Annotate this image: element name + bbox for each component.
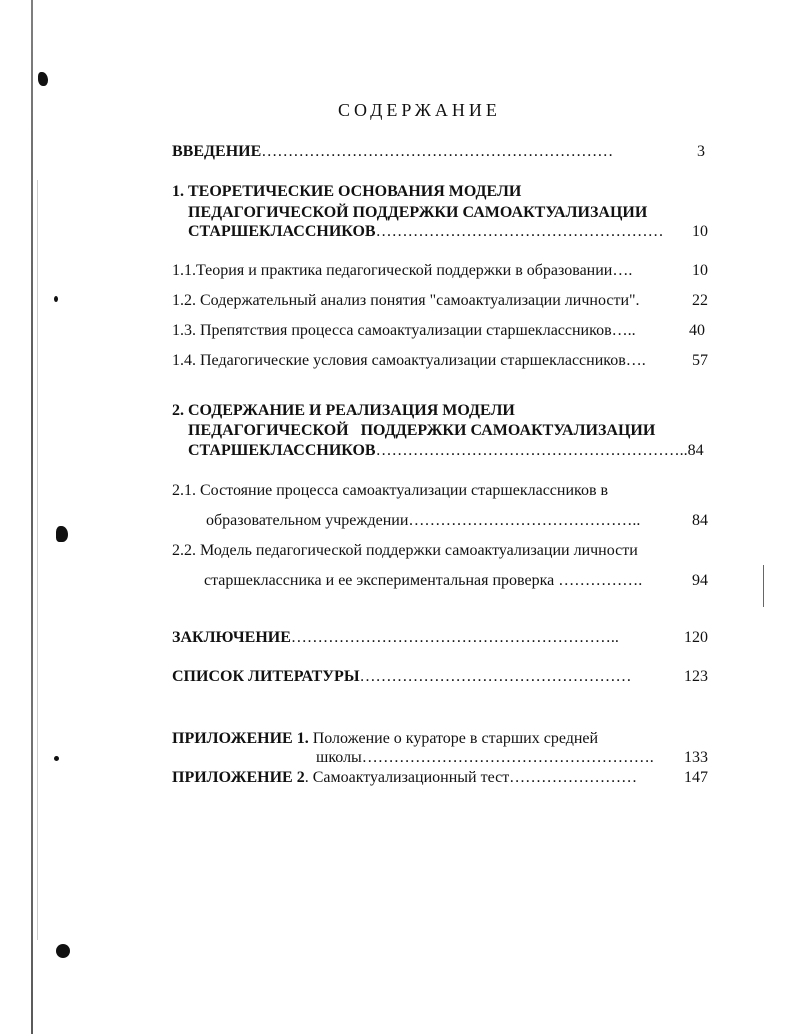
scan-shadow-line [37, 180, 38, 940]
toc-conclusion-dots: …………………………………………………….. [290, 629, 619, 646]
scan-right-mark [763, 565, 764, 607]
toc-s1-3-page: 40 [689, 322, 705, 339]
toc-conclusion-label: ЗАКЛЮЧЕНИЕ [172, 629, 291, 646]
toc-s2-2-line1: 2.2. Модель педагогической поддержки самоактуализации личности [172, 542, 638, 559]
toc-literature-dots: …………………………………………… [359, 668, 632, 685]
toc-ch1-page: 10 [692, 223, 708, 240]
toc-s1-2-page: 22 [692, 292, 708, 309]
toc-s1-1-page: 10 [692, 262, 708, 279]
toc-s2-1-line2: образовательном учреждении…………………………………….. [206, 512, 641, 529]
toc-intro-label: ВВЕДЕНИЕ [172, 143, 262, 160]
toc-ch2-line1: 2. СОДЕРЖАНИЕ И РЕАЛИЗАЦИЯ МОДЕЛИ [172, 402, 515, 419]
toc-s1-2: 1.2. Содержательный анализ понятия "самоактуализации личности". [172, 292, 640, 309]
toc-ch1-line2: ПЕДАГОГИЧЕСКОЙ ПОДДЕРЖКИ САМОАКТУАЛИЗАЦИИ [188, 204, 648, 221]
toc-literature-page: 123 [684, 668, 708, 685]
toc-literature-label: СПИСОК ЛИТЕРАТУРЫ [172, 668, 360, 685]
toc-entry-app2 [172, 768, 637, 788]
scan-speck [56, 944, 70, 958]
toc-ch1-label: СТАРШЕКЛАССНИКОВ [188, 223, 376, 240]
scan-speck [56, 526, 68, 542]
toc-s2-2-page: 94 [692, 572, 708, 589]
toc-s1-3: 1.3. Препятствия процесса самоактуализации старшеклассников….. [172, 322, 636, 339]
toc-intro-page: 3 [697, 143, 705, 160]
toc-ch2-dots: ………………………………………………….. [375, 442, 688, 459]
toc-conclusion-page: 120 [684, 629, 708, 646]
scan-speck [54, 756, 59, 761]
toc-intro-dots: ………………………………………………………… [261, 143, 614, 160]
toc-app2-text: . Самоактуализационный тест…………………… [304, 769, 638, 786]
scan-left-edge [31, 0, 33, 1034]
toc-ch2-page: 84 [687, 442, 704, 459]
toc-entry-app1 [172, 729, 598, 749]
toc-s1-4-page: 57 [692, 352, 708, 369]
toc-ch2-line3 [188, 441, 704, 461]
toc-app2-label: ПРИЛОЖЕНИЕ 2 [172, 769, 305, 786]
toc-entry-intro [172, 142, 613, 162]
scan-speck [38, 72, 48, 86]
toc-app2-page: 147 [684, 769, 708, 786]
toc-s2-2-line2: старшеклассника и ее экспериментальная проверка ……………. [204, 572, 643, 589]
scan-speck [54, 296, 58, 302]
toc-s2-1-page: 84 [692, 512, 708, 529]
toc-s1-1: 1.1.Теория и практика педагогической поддержки в образовании…. [172, 262, 633, 279]
toc-s1-4: 1.4. Педагогические условия самоактуализации старшеклассников…. [172, 352, 646, 369]
toc-ch2-line2: ПЕДАГОГИЧЕСКОЙ ПОДДЕРЖКИ САМОАКТУАЛИЗАЦИИ [188, 422, 656, 439]
toc-s2-1-line1: 2.1. Состояние процесса самоактуализации старшеклассников в [172, 482, 609, 499]
toc-app1-label: ПРИЛОЖЕНИЕ 1. [172, 730, 309, 747]
toc-entry-literature [172, 667, 632, 687]
toc-app1-text: Положение о кураторе в старших средней [308, 730, 599, 747]
toc-app1-page: 133 [684, 749, 708, 766]
toc-ch1-line1: 1. ТЕОРЕТИЧЕСКИЕ ОСНОВАНИЯ МОДЕЛИ [172, 183, 522, 200]
toc-entry-conclusion [172, 628, 619, 648]
toc-ch2-label: СТАРШЕКЛАССНИКОВ [188, 442, 376, 459]
toc-ch1-line3 [188, 222, 664, 242]
toc-ch1-dots: ……………………………………………… [375, 223, 664, 240]
toc-app1-line2: школы………………………………………………. [316, 749, 654, 766]
page-title: СОДЕРЖАНИЕ [338, 100, 501, 120]
